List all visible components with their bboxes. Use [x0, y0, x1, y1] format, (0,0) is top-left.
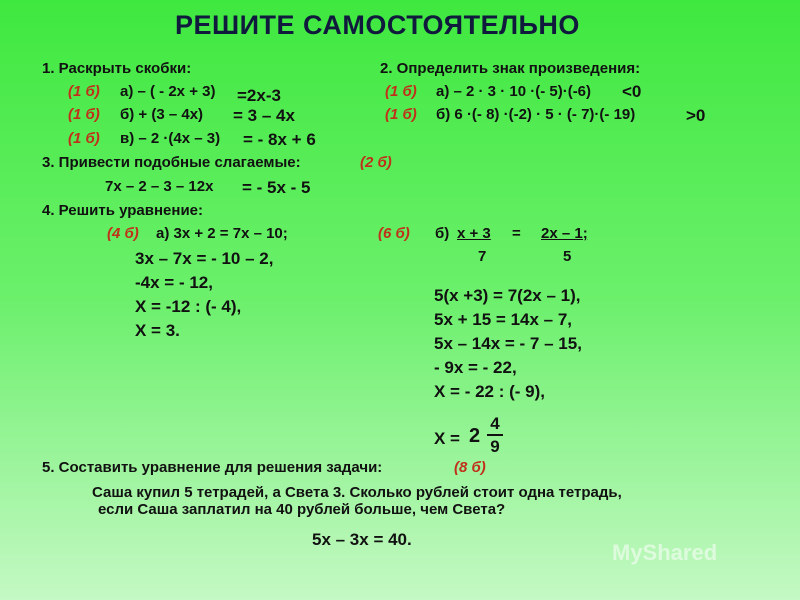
task4-b-step-3: 5х – 14х = - 7 – 15,: [434, 334, 582, 353]
task5-answer: 5х – 3х = 40.: [312, 530, 412, 549]
task4-b-prefix: б): [435, 225, 450, 242]
task5-text-line2: если Саша заплатил на 40 рублей больше, чем Света?: [98, 501, 506, 518]
task4-a-points: (4 б): [107, 225, 139, 242]
task3-heading: 3. Привести подобные слагаемые:: [42, 154, 301, 171]
task4-b-step-5: Х = - 22 : (- 9),: [434, 382, 545, 401]
task4-b-right-numerator: 2х – 1;: [541, 225, 588, 242]
task4-a-step-2: -4х = - 12,: [135, 273, 213, 292]
task1-c-points: (1 б): [68, 130, 100, 147]
task4-b-step-2: 5х + 15 = 14х – 7,: [434, 310, 573, 329]
task4-b-final-numerator: 4: [490, 414, 500, 433]
task4-b-equals: =: [512, 225, 521, 242]
task4-a-step-4: Х = 3.: [135, 321, 180, 340]
task2-b-answer: >0: [686, 106, 706, 125]
task1-b-answer: = 3 – 4х: [233, 106, 295, 125]
task4-b-points: (6 б): [378, 225, 410, 242]
task4-b-step-4: - 9х = - 22,: [434, 358, 517, 377]
task4-b-step-1: 5(х +3) = 7(2х – 1),: [434, 286, 581, 305]
task4-b-final-whole: 2: [469, 425, 481, 447]
task4-a-step-1: 3х – 7х = - 10 – 2,: [135, 249, 274, 268]
task1-b-expr: б) + (3 – 4х): [120, 106, 204, 123]
task4-b-left-numerator: х + 3: [457, 225, 491, 242]
task5-heading: 5. Составить уравнение для решения задачи:: [42, 459, 383, 476]
task1-c-answer: = - 8х + 6: [243, 130, 316, 149]
task3-points: (2 б): [360, 154, 392, 171]
task1-a-answer: =2х-3: [237, 86, 281, 105]
task2-heading: 2. Определить знак произведения:: [380, 60, 641, 77]
task4-heading: 4. Решить уравнение:: [42, 202, 204, 219]
task2-a-answer: <0: [622, 82, 642, 101]
task2-b-expr: б) 6 ·(- 8) ·(-2) · 5 · (- 7)·(- 19): [436, 106, 636, 123]
task1-c-expr: в) – 2 ·(4х – 3): [120, 130, 221, 147]
task4-b-final-prefix: Х =: [434, 429, 460, 448]
task2-a-points: (1 б): [385, 83, 417, 100]
task4-b-final-denominator: 9: [490, 437, 500, 456]
task5-text-line1: Саша купил 5 тетрадей, а Света 3. Сколько рублей стоит одна тетрадь,: [92, 484, 622, 501]
task2-b-points: (1 б): [385, 106, 417, 123]
task1-b-points: (1 б): [68, 106, 100, 123]
page-title: РЕШИТЕ САМОСТОЯТЕЛЬНО: [175, 10, 580, 40]
task2-a-expr: а) – 2 · 3 · 10 ·(- 5)·(-6): [436, 83, 592, 100]
task3-expr: 7х – 2 – 3 – 12х: [105, 178, 214, 195]
task4-a-step-3: Х = -12 : (- 4),: [135, 297, 242, 316]
task3-answer: = - 5х - 5: [242, 178, 311, 197]
task4-b-right-denominator: 5: [563, 248, 572, 265]
task1-a-expr: а) – ( - 2х + 3): [120, 83, 216, 100]
task4-a-equation: а) 3х + 2 = 7х – 10;: [156, 225, 288, 242]
task4-b-final-fraction-bar: [487, 434, 503, 436]
watermark-logo: MyShared: [612, 540, 718, 565]
task5-points: (8 б): [454, 459, 486, 476]
task1-heading: 1. Раскрыть скобки:: [42, 60, 192, 77]
task1-a-points: (1 б): [68, 83, 100, 100]
task4-b-left-denominator: 7: [478, 248, 487, 265]
